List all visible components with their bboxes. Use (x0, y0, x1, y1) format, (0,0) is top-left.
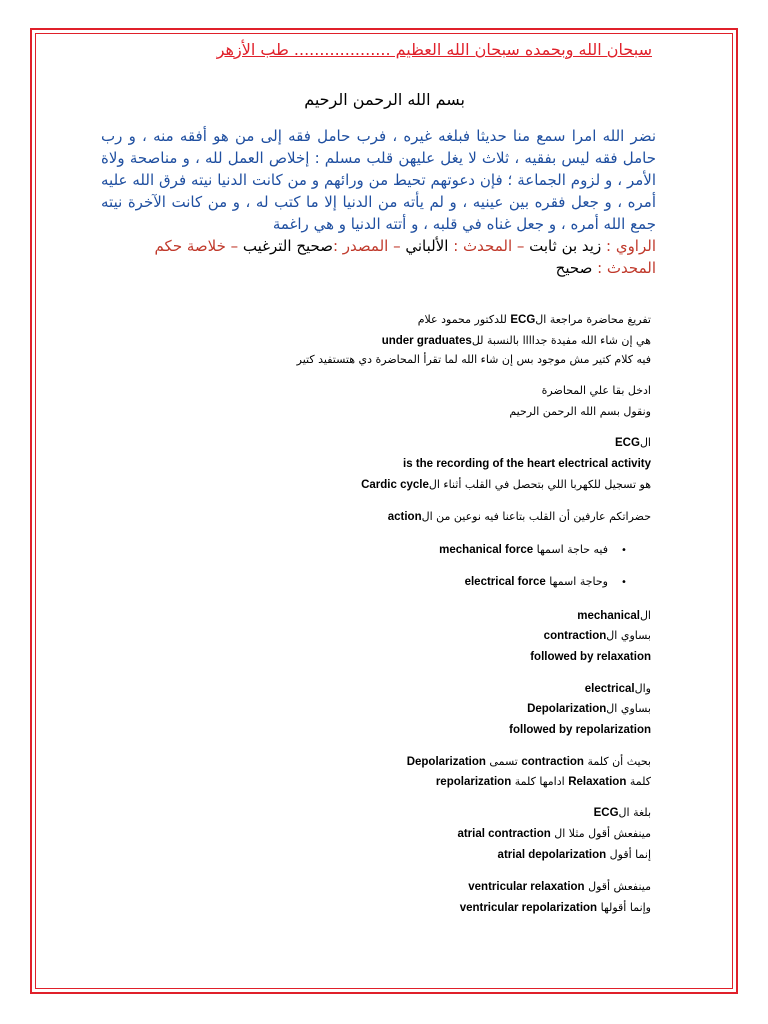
arabic-text: بساوي ال (606, 702, 651, 715)
transcript-line (544, 629, 651, 642)
arabic-text: حضراتكم عارفين أن القلب بتاعنا فيه نوعين من ال (421, 510, 651, 523)
transcript-line (382, 334, 651, 347)
english-term: ECG (615, 437, 640, 449)
muhaddith-value: الألباني (405, 237, 449, 255)
english-term: Relaxation (568, 776, 627, 788)
transcript-line (542, 384, 651, 397)
khulasa-value: صحيح (555, 259, 593, 277)
english-term: under graduates (381, 335, 472, 347)
transcript-line (297, 353, 651, 366)
english-term: electrical force (464, 576, 546, 588)
transcript-line (407, 755, 651, 768)
arabic-text: مينفعش أقول (584, 880, 651, 893)
hadith-paragraph (101, 125, 656, 235)
english-term: contraction (521, 756, 584, 768)
arabic-text: كلمة (626, 775, 651, 788)
english-term: Depolarization (527, 703, 607, 715)
masdar-value: صحيح الترغيب (242, 237, 333, 255)
transcript-line (388, 510, 651, 523)
transcript-line (460, 901, 651, 914)
english-term: atrial contraction (457, 828, 551, 840)
arabic-text: وحاجة اسمها (545, 575, 608, 588)
arabic-text: فيه كلام كتير مش موجود بس إن شاء الله لما تقرأ المحاضرة دي هتستفيد كتير (296, 353, 651, 366)
transcript-line (498, 848, 651, 861)
khulasa-label: – خلاصة حكم المحدث : (154, 237, 656, 277)
arabic-text: بساوي ال (606, 629, 651, 642)
transcript-line (439, 543, 608, 556)
transcript-line (615, 436, 651, 449)
english-term: contraction (543, 630, 607, 642)
transcript-line (418, 313, 651, 326)
hadith-attribution (101, 235, 656, 279)
english-term: mechanical force (439, 544, 534, 556)
transcript-line (509, 405, 651, 418)
arabic-text: ال (639, 609, 651, 622)
arabic-text: تسمى (485, 755, 522, 768)
english-term: followed by repolarization (509, 724, 651, 736)
english-term: ventricular repolarization (459, 902, 598, 914)
arabic-text: بحيث أن كلمة (583, 755, 651, 768)
arabic-text: مينفعش أقول مثلا ال (550, 827, 651, 840)
english-term: mechanical (577, 610, 640, 622)
transcript-line (361, 478, 651, 491)
rawi-value: زيد بن ثابت (529, 237, 602, 255)
basmala-heading: بسم الله الرحمن الرحيم (304, 90, 465, 109)
arabic-text: ادخل بقا علي المحاضرة (541, 384, 651, 397)
arabic-text: ونقول بسم الله الرحمن الرحيم (509, 405, 651, 418)
english-term: action (387, 511, 422, 523)
bullet-marker: • (621, 545, 627, 556)
muhaddith-label: – المحدث : (448, 237, 530, 255)
transcript-line (530, 650, 651, 663)
transcript-line (457, 827, 651, 840)
hadith-text: نضر الله امرا سمع منا حديثا فبلغه غيره ، فرب حامل فقه إلى من هو أفقه منه ، و رب حامل فقه ليس بفقيه ، ثلاث لا يغل عليهن قلب مسلم : إخلاص العمل لله ، و مناصحة ولاة الأمر ، و لزوم الجماعة ؛ فإن دعوتهم تحيط من ورائهم و من كانت الدنيا نيته فرق الله عليه أمره ، و جعل فقره بين عينيه ، و لم يأته من الدنيا إلا ما كتب له ، و من كانت الآخرة نيته جمع الله أمره ، و جعل غناه في قلبه ، و أتته الدنيا و هي راغمة (101, 127, 656, 233)
arabic-text: للدكتور محمود علام (417, 313, 511, 326)
transcript-line (594, 806, 651, 819)
english-term: followed by relaxation (530, 651, 651, 663)
page-header: سبحان الله وبحمده سبحان الله العظيم ................... طب الأزهر (216, 40, 652, 59)
transcript-line (585, 682, 651, 695)
arabic-text: وال (634, 682, 651, 695)
masdar-label: – المصدر : (332, 237, 406, 255)
english-term: electrical (584, 683, 635, 695)
arabic-text: هو تسجيل للكهربا اللي بتحصل في القلب أثناء ال (428, 478, 651, 491)
english-term: Depolarization (406, 756, 486, 768)
english-term: ECG (593, 807, 619, 819)
english-term: ventricular relaxation (468, 881, 585, 893)
transcript-line (436, 775, 651, 788)
english-term: ECG (510, 314, 536, 326)
rawi-label: الراوي : (601, 237, 656, 255)
transcript-line (509, 723, 651, 736)
bullet-marker: • (621, 577, 627, 588)
arabic-text: ال (639, 436, 651, 449)
transcript-line (403, 457, 651, 470)
english-term: repolarization (435, 776, 512, 788)
transcript-line (465, 575, 608, 588)
transcript-line (527, 702, 651, 715)
transcript-line (577, 609, 651, 622)
arabic-text: هي إن شاء الله مفيدة جداااا بالنسبة لل (471, 334, 651, 347)
english-term: is the recording of the heart electrical activity (403, 458, 651, 470)
arabic-text: فيه حاجة اسمها (533, 543, 608, 556)
english-term: atrial depolarization (497, 849, 607, 861)
english-term: Cardic cycle (361, 479, 429, 491)
arabic-text: وإنما أقولها (597, 901, 651, 914)
arabic-text: إنما أقول (606, 848, 651, 861)
transcript-line (468, 880, 651, 893)
arabic-text: تفريغ محاضرة مراجعة ال (535, 313, 651, 326)
arabic-text: ادامها كلمة (511, 775, 569, 788)
arabic-text: بلغة ال (618, 806, 651, 819)
